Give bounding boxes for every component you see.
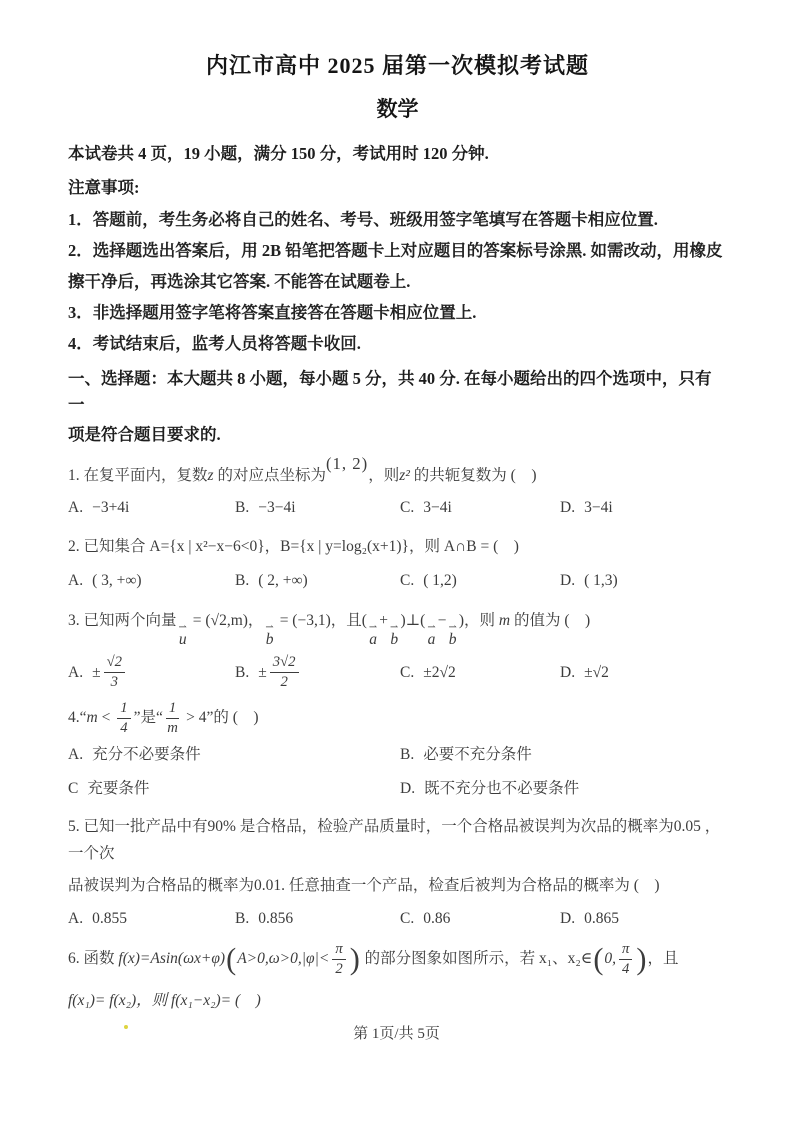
vector-arrow-icon: ⇀ — [265, 622, 274, 633]
q2-option-d: D. ( 1,3) — [560, 572, 618, 589]
question-3-stem: 3. 已知两个向量 ⇀ u = (√2,m)， ⇀ b = (−3,1)，且( ⇀ a + ⇀ b )⊥( ⇀ a − ⇀ b )，则 m 的值为 ( ) — [68, 612, 591, 648]
vector-arrow-icon: ⇀ — [390, 622, 399, 633]
q4-option-d: D. 既不充分也不必要条件 — [400, 779, 580, 797]
q1-option-a: A. −3+4i — [68, 499, 130, 516]
fraction: $\frac{√2}{3}$ — [104, 654, 125, 691]
question-5-stem-line-2: 品被误判为合格品的概率为0.01. 任意抽查一个产品，检查后被判为合格品的概率为 ( ) — [68, 876, 660, 894]
question-6-stem-line-2: f(x₁)= f(x₂)，则 f(x₁−x₂)= ( ) — [68, 991, 261, 1009]
question-1-stem: 1. 在复平面内，复数z 的对应点坐标为(1, 2)，则z² 的共轭复数为 ( ) — [68, 454, 537, 484]
question-2-stem: 2. 已知集合 A={x | x²−x−6<0}，B={x | y=log₂(x+1)}，则 A∩B = ( ) — [68, 538, 519, 555]
section-heading-line-2: 项是符合题目要求的. — [68, 425, 221, 444]
question-1-options — [68, 495, 727, 520]
fraction: $\frac{\pi}{2}$ — [332, 941, 345, 978]
vector-arrow-icon: ⇀ — [368, 622, 378, 633]
q4-option-a: A. 充分不必要条件 — [68, 745, 201, 763]
question-5-options — [68, 906, 727, 931]
q5-option-a: A. 0.855 — [68, 909, 127, 927]
q2-option-c: C. ( 1,2) — [400, 572, 457, 589]
fraction: $\frac{\pi}{4}$ — [619, 941, 632, 978]
question-6-stem-line-1: 6. 函数 f(x)=Asin(ωx+φ)(A>0,ω>0,|φ|< $\frac{\pi}{2}$ ) 的部分图象如图所示，若 x₁、x₂∈(0, $\frac{\pi}{4}$ )，且 — [68, 940, 679, 977]
q3-option-a: A. ± $\frac{√2}{3}$ — [68, 654, 235, 691]
q1-option-c: C. 3−4i — [400, 499, 452, 516]
q4-option-c: C 充要条件 — [68, 779, 150, 797]
vector-b: ⇀ b — [265, 622, 274, 648]
note-line-3: 3．非选择题用签字笔将答案直接答在答题卡相应位置上. — [68, 303, 477, 322]
big-right-paren: ) — [349, 941, 360, 976]
fraction: $\frac{1}{4}$ — [117, 700, 130, 737]
q3-option-c: C. ±2√2 — [400, 664, 456, 682]
q5-option-d: D. 0.865 — [560, 909, 619, 927]
q2-option-a: A. ( 3, +∞) — [68, 572, 142, 589]
vector-arrow-icon: ⇀ — [427, 622, 436, 633]
q3-option-b: B. ± $\frac{3√2}{2}$ — [235, 654, 400, 691]
page-number: 第 1页/共 5页 — [353, 1026, 440, 1042]
vector-u: ⇀ u — [178, 622, 187, 648]
q3-option-d: D. ±√2 — [560, 664, 609, 682]
q5-option-b: B. 0.856 — [235, 909, 294, 927]
scan-artifact-dot — [124, 1025, 128, 1029]
note-line-2-cont: 擦干净后，再选涂其它答案. 不能答在试题卷上. — [68, 272, 411, 291]
question-5-stem-line-1: 5. 已知一批产品中有90% 是合格品，检验产品质量时，一个合格品被误判为次品的概率为0.05 ，一个次 — [68, 817, 721, 862]
q4-option-b: B. 必要不充分条件 — [400, 745, 532, 763]
vector-arrow-icon: ⇀ — [178, 622, 187, 633]
vector-b: ⇀ b — [448, 622, 457, 648]
big-left-paren: ( — [593, 941, 604, 976]
q1-option-d: D. 3−4i — [560, 499, 613, 516]
section-heading-line-1: 一、选择题：本大题共 8 小题，每小题 5 分，共 40 分. 在每小题给出的四个选项中，只有一 — [68, 369, 712, 414]
question-2-options — [68, 568, 727, 593]
fraction: $\frac{1}{m}$ — [167, 700, 178, 737]
note-line-4: 4．考试结束后，监考人员将答题卡收回. — [68, 334, 361, 353]
fraction: $\frac{3√2}{2}$ — [270, 654, 299, 691]
q2-option-b: B. ( 2, +∞) — [235, 572, 308, 589]
vector-a: ⇀ a — [368, 622, 378, 648]
exam-info-line: 本试卷共 4 页，19 小题，满分 150 分，考试用时 120 分钟. — [68, 144, 489, 163]
q1-option-b: B. −3−4i — [235, 499, 296, 516]
notes-heading: 注意事项: — [68, 178, 140, 197]
note-line-2: 2．选择题选出答案后，用 2B 铅笔把答题卡上对应题目的答案标号涂黑. 如需改动，用橡皮 — [68, 241, 723, 260]
exam-subject: 数学 — [376, 97, 419, 121]
big-right-paren: ) — [636, 941, 647, 976]
question-4-stem: 4.“m < $\frac{1}{4}$ ”是“ $\frac{1}{m}$ > 4”的 ( ) — [68, 700, 259, 737]
big-left-paren: ( — [226, 941, 237, 976]
q5-option-c: C. 0.86 — [400, 909, 451, 927]
q1-point-coordinates: (1, 2) — [325, 454, 369, 473]
vector-b: ⇀ b — [390, 622, 399, 648]
vector-a: ⇀ a — [427, 622, 436, 648]
vector-arrow-icon: ⇀ — [448, 622, 457, 633]
question-4-options — [68, 742, 727, 801]
note-line-1: 1．答题前，考生务必将自己的姓名、考号、班级用签字笔填写在答题卡相应位置. — [68, 210, 658, 229]
exam-title: 内江市高中 2025 届第一次模拟考试题 — [205, 53, 589, 78]
page-footer — [0, 1022, 793, 1043]
question-3-options — [68, 654, 727, 691]
